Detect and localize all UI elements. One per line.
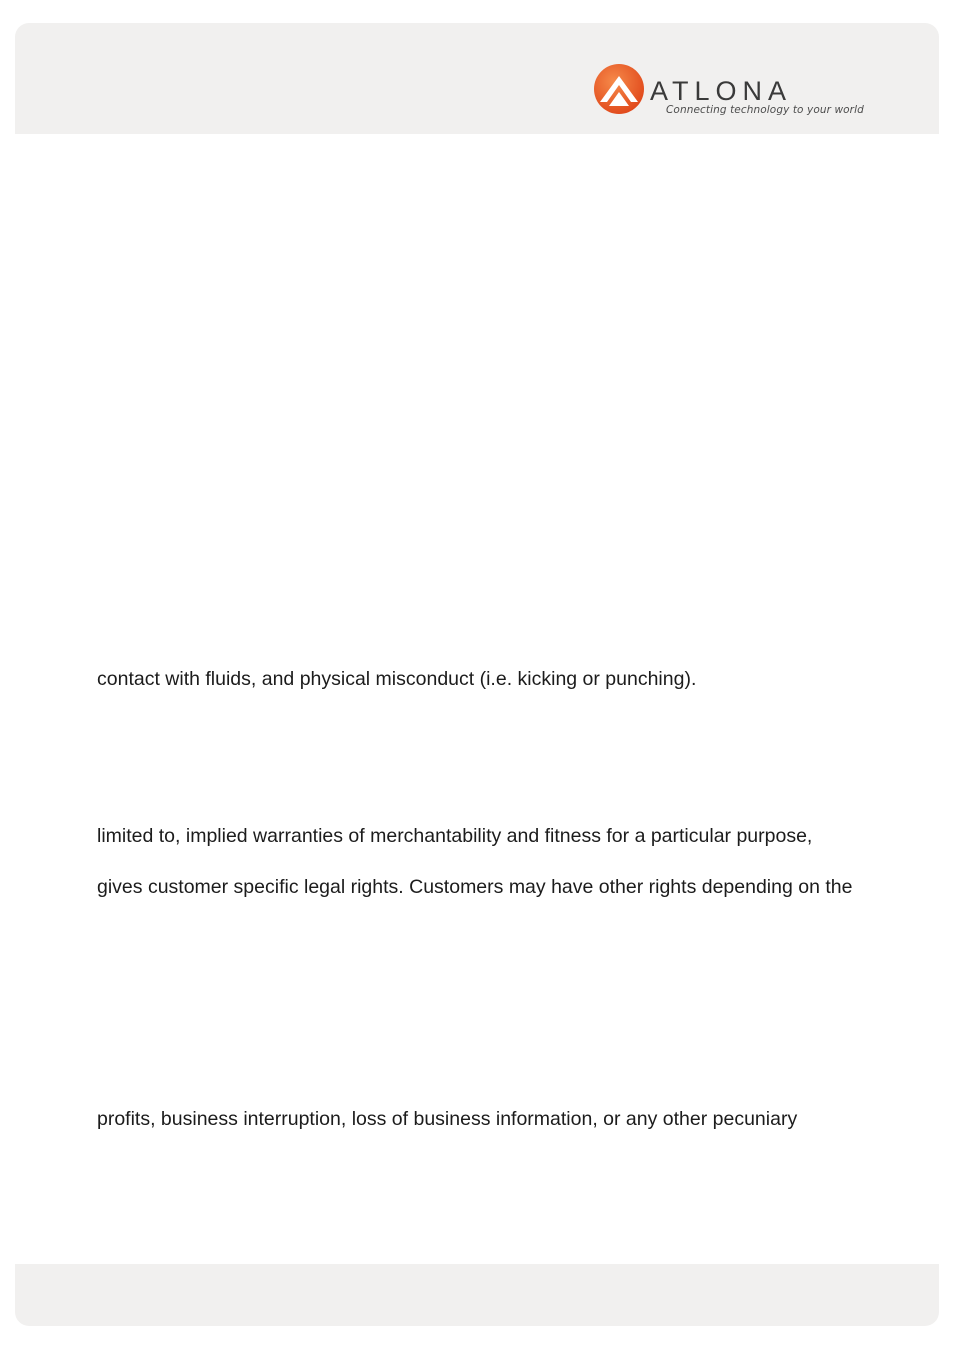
brand-name: ATLONA — [650, 77, 793, 103]
body-text-line-1: contact with fluids, and physical misconduct (i.e. kicking or punching). — [97, 668, 697, 690]
brand-wordmark — [650, 77, 886, 103]
body-text-line-2: limited to, implied warranties of merchantability and fitness for a particular purpose, — [97, 825, 813, 847]
atlona-logo — [592, 62, 892, 122]
body-text-line-3: gives customer specific legal rights. Customers may have other rights depending on the — [97, 876, 853, 898]
page-footer-band — [15, 1264, 939, 1326]
brand-tagline: Connecting technology to your world — [666, 104, 864, 116]
body-text-line-4: profits, business interruption, loss of business information, or any other pecuniary — [97, 1108, 798, 1130]
atlona-logo-mark-icon — [592, 62, 646, 116]
